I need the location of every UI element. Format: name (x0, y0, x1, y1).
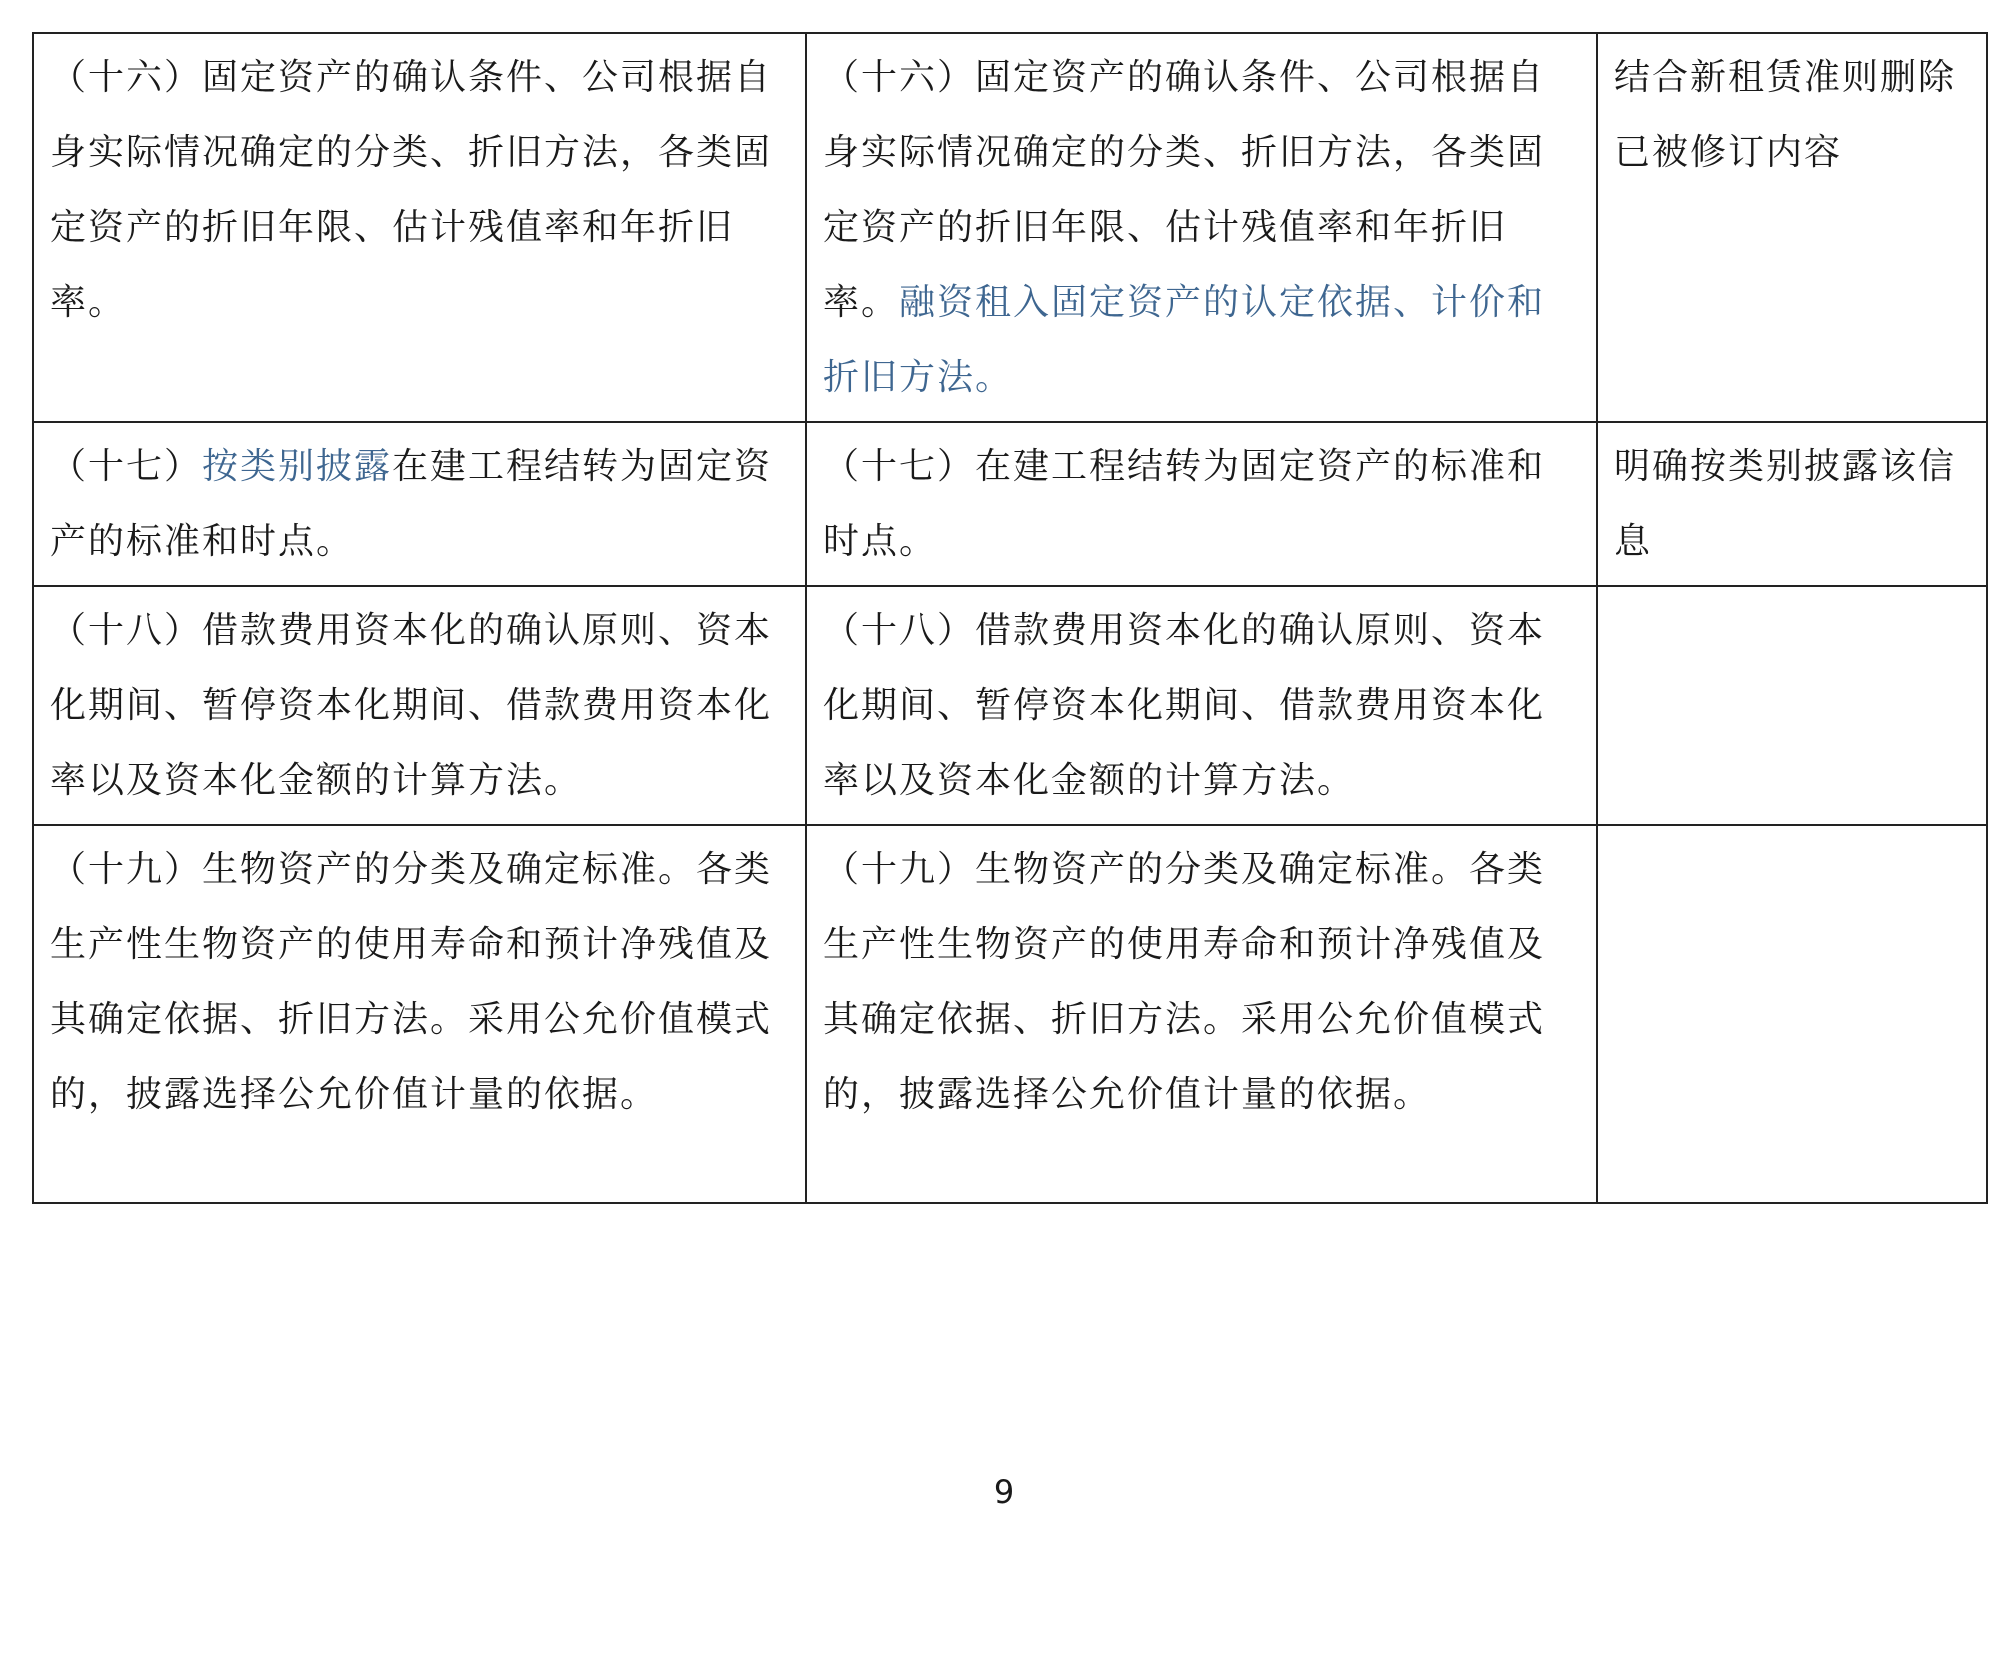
clause-text: （十九）生物资产的分类及确定标准。各类生产性生物资产的使用寿命和预计净残值及其确定依据、折旧方法。采用公允价值模式的，披露选择公允价值计量的依据。 (50, 849, 773, 1115)
clause-text: （十九）生物资产的分类及确定标准。各类生产性生物资产的使用寿命和预计净残值及其确定依据、折旧方法。采用公允价值模式的，披露选择公允价值计量的依据。 (823, 849, 1546, 1115)
note-text: 明确按类别披露该信息 (1614, 446, 1957, 562)
clause-text: （十六）固定资产的确认条件、公司根据自身实际情况确定的分类、折旧方法，各类固定资产的折旧年限、估计残值率和年折旧率。 (823, 57, 1546, 323)
comparison-table (32, 32, 1988, 1204)
table-row (33, 825, 1987, 1203)
revised-clause-cell (806, 422, 1597, 586)
note-cell (1597, 33, 1987, 422)
clause-text: （十七） (50, 446, 203, 487)
changed-text: 按类别披露 (202, 446, 393, 487)
table-row (33, 586, 1987, 825)
clause-text: （十七）在建工程结转为固定资产的标准和时点。 (823, 446, 1546, 562)
page-number: 9 (993, 1473, 1015, 1511)
note-cell (1597, 586, 1987, 825)
note-cell (1597, 422, 1987, 586)
original-clause-cell (33, 586, 806, 825)
note-cell (1597, 825, 1987, 1203)
original-clause-cell (33, 422, 806, 586)
revised-clause-cell (806, 586, 1597, 825)
note-text: 结合新租赁准则删除已被修订内容 (1614, 57, 1957, 173)
original-clause-cell (33, 33, 806, 422)
revised-clause-cell (806, 33, 1597, 422)
clause-text: （十六）固定资产的确认条件、公司根据自身实际情况确定的分类、折旧方法，各类固定资产的折旧年限、估计残值率和年折旧率。 (50, 57, 773, 323)
clause-text: 在建工程结转为固定资产的标准和时点。 (50, 446, 773, 562)
table-row (33, 422, 1987, 586)
clause-text: （十八）借款费用资本化的确认原则、资本化期间、暂停资本化期间、借款费用资本化率以及资本化金额的计算方法。 (50, 610, 773, 801)
table-row (33, 33, 1987, 422)
changed-text: 融资租入固定资产的认定依据、计价和折旧方法。 (823, 282, 1546, 398)
revised-clause-cell (806, 825, 1597, 1203)
original-clause-cell (33, 825, 806, 1203)
clause-text: （十八）借款费用资本化的确认原则、资本化期间、暂停资本化期间、借款费用资本化率以及资本化金额的计算方法。 (823, 610, 1546, 801)
